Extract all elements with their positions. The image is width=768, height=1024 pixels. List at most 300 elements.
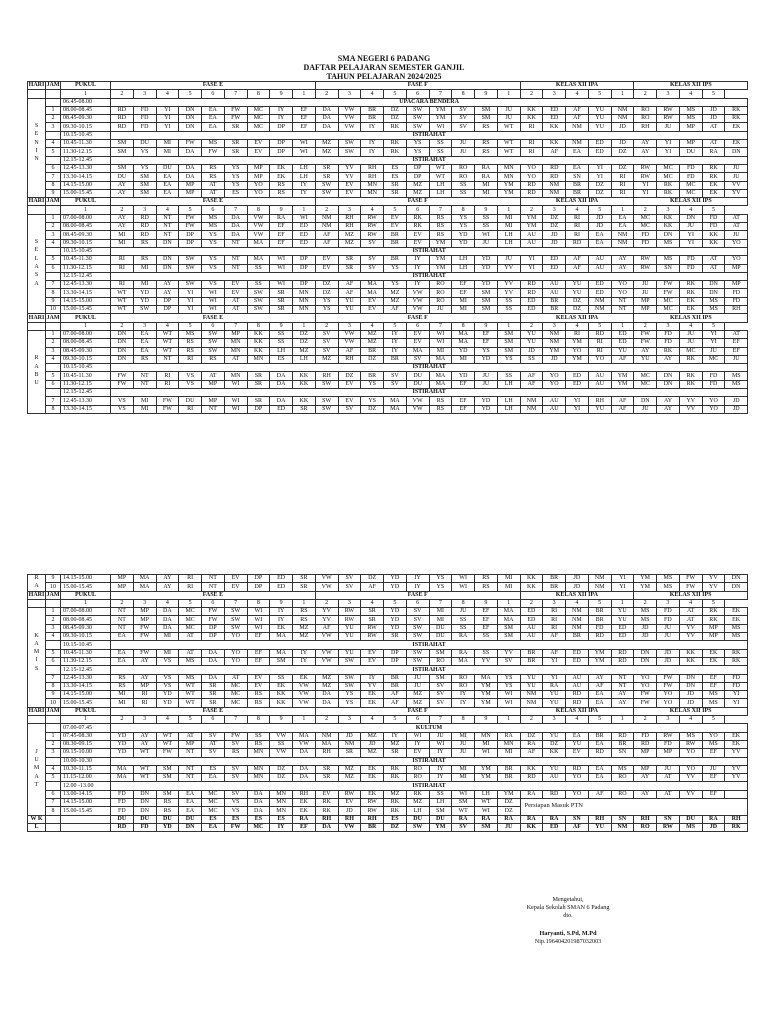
subject-code: AU — [588, 264, 611, 272]
subject-code: AU — [520, 231, 543, 239]
subject-code: MI — [475, 181, 498, 189]
subject-code: YD — [475, 397, 498, 405]
subject-code: YS — [497, 674, 520, 682]
break-label: ISTIRAHAT — [111, 131, 748, 139]
lesson-row — [28, 583, 748, 591]
subject-code: EA — [156, 189, 179, 197]
subject-code: YU — [543, 765, 566, 773]
subject-code: VW — [406, 297, 429, 305]
subject-code: YV — [497, 289, 520, 297]
subject-code: RK — [657, 347, 680, 355]
class-number: 3 — [657, 599, 680, 607]
lesson-row — [28, 164, 748, 172]
subject-code: RS — [270, 181, 293, 189]
subject-code: MN — [247, 749, 270, 757]
empty-cell — [46, 156, 61, 164]
subject-code: AT — [725, 214, 748, 222]
subject-code: VW — [406, 306, 429, 314]
subject-code: JU — [679, 330, 702, 338]
pukul-cell: 07.45-08.30 — [61, 732, 111, 740]
subject-code: RD — [543, 173, 566, 181]
subject-code: LH — [270, 347, 293, 355]
subject-code: VW — [338, 330, 361, 338]
subject-code: MN — [224, 339, 247, 347]
schedule-table-part-1 — [27, 81, 748, 414]
subject-code: YS — [384, 281, 407, 289]
subject-code: EA — [588, 740, 611, 748]
day-letter: A — [28, 281, 46, 289]
footer-code: KK — [520, 823, 543, 831]
lesson-row — [28, 682, 748, 690]
day-letter — [28, 115, 46, 123]
subject-code: ED — [270, 405, 293, 413]
subject-code: RH — [634, 123, 657, 131]
subject-code: KK — [702, 231, 725, 239]
subject-code: RI — [566, 223, 589, 231]
subject-code: EF — [270, 223, 293, 231]
class-number: 1 — [61, 90, 111, 98]
pukul-cell: 12.45-13.30 — [61, 164, 111, 172]
class-number: 2 — [520, 716, 543, 724]
subject-code: DZ — [293, 339, 316, 347]
subject-code: JU — [475, 372, 498, 380]
subject-code: WI — [293, 148, 316, 156]
subject-code: EV — [338, 380, 361, 388]
subject-code: NM — [588, 583, 611, 591]
pukul-cell: 10.00-10.30 — [61, 757, 111, 765]
subject-code: YD — [452, 372, 475, 380]
subject-code: RD — [588, 330, 611, 338]
schedule-table-part-2 — [27, 574, 748, 832]
subject-code: MZ — [293, 347, 316, 355]
subject-code: MS — [657, 256, 680, 264]
footer-code: RA — [475, 815, 498, 823]
header-group: KELAS XII IPS — [634, 591, 748, 599]
day-letter: T — [28, 782, 46, 790]
subject-code: SW — [133, 306, 156, 314]
subject-code: EA — [133, 347, 156, 355]
subject-code: RD — [566, 765, 589, 773]
subject-code: EA — [156, 181, 179, 189]
subject-code: RK — [725, 657, 748, 665]
empty-cell — [46, 716, 61, 724]
subject-code: MI — [111, 699, 134, 707]
footer-code: ES — [384, 815, 407, 823]
subject-code: MN — [270, 790, 293, 798]
prep-note: Persiapan Masuk PTN — [520, 799, 748, 816]
subject-code: SM — [497, 347, 520, 355]
class-number: 6 — [406, 90, 429, 98]
subject-code: JD — [338, 807, 361, 815]
subject-code: YI — [702, 330, 725, 338]
subject-code: YO — [224, 633, 247, 641]
subject-code: NM — [520, 699, 543, 707]
footer-label: W K — [28, 815, 46, 823]
subject-code: RK — [679, 372, 702, 380]
header-hari: HARI — [28, 708, 45, 714]
subject-code: SV — [202, 749, 225, 757]
subject-code: SV — [338, 575, 361, 583]
subject-code: YO — [702, 405, 725, 413]
subject-code: NT — [156, 355, 179, 363]
class-number: 9 — [475, 322, 498, 330]
subject-code: DN — [156, 264, 179, 272]
subject-code: IY — [361, 123, 384, 131]
subject-code: JU — [429, 306, 452, 314]
subject-code: FW — [657, 281, 680, 289]
subject-code: SM — [429, 649, 452, 657]
subject-code: EV — [338, 189, 361, 197]
subject-code: EA — [111, 633, 134, 641]
subject-code: EA — [566, 732, 589, 740]
class-number: 9 — [475, 716, 498, 724]
subject-code: YV — [497, 649, 520, 657]
pukul-cell: 09.30-10.15 — [61, 239, 111, 247]
subject-code: SV — [384, 372, 407, 380]
subject-code: EK — [361, 790, 384, 798]
class-number: 6 — [202, 322, 225, 330]
subject-code: EA — [111, 649, 134, 657]
subject-code: DN — [634, 649, 657, 657]
subject-code: MN — [497, 740, 520, 748]
pukul-cell: 13.30-14.15 — [61, 682, 111, 690]
subject-code: MP — [179, 189, 202, 197]
subject-code: FW — [679, 583, 702, 591]
day-letter — [28, 691, 46, 699]
class-number: 2 — [315, 716, 338, 724]
pukul-cell: 07.00-08.00 — [61, 330, 111, 338]
subject-code: MN — [270, 807, 293, 815]
subject-code: FD — [657, 330, 680, 338]
class-number: 5 — [588, 206, 611, 214]
subject-code: NM — [315, 223, 338, 231]
subject-code: AF — [588, 790, 611, 798]
footer-code: DU — [133, 815, 156, 823]
class-number: 6 — [406, 206, 429, 214]
header-group: KELAS XII IPS — [634, 198, 748, 206]
break-row — [28, 98, 748, 106]
subject-code: YS — [452, 223, 475, 231]
subject-code: YD — [384, 608, 407, 616]
subject-code: EA — [202, 106, 225, 114]
subject-code: WI — [429, 740, 452, 748]
subject-code: EA — [179, 799, 202, 807]
subject-code: DP — [384, 649, 407, 657]
subject-code: RK — [679, 281, 702, 289]
pukul-cell: 12.45-13.30 — [61, 674, 111, 682]
subject-code: SS — [270, 674, 293, 682]
header-group: FASE E — [111, 591, 316, 599]
subject-code: EV — [224, 583, 247, 591]
subject-code: MZ — [315, 674, 338, 682]
empty-cell — [46, 98, 61, 106]
subject-code: ES — [270, 355, 293, 363]
footer-code: DU — [179, 815, 202, 823]
subject-code: ED — [293, 231, 316, 239]
lesson-row — [28, 799, 748, 807]
subject-code: YD — [384, 624, 407, 632]
subject-code: LH — [293, 355, 316, 363]
subject-code: DA — [247, 799, 270, 807]
subject-code: RW — [679, 740, 702, 748]
subject-code: MC — [657, 164, 680, 172]
subject-code: EA — [202, 123, 225, 131]
subject-code: BR — [543, 575, 566, 583]
subject-code: YO — [224, 657, 247, 665]
subject-code: FD — [679, 173, 702, 181]
subject-code: JU — [725, 231, 748, 239]
header-group: KELAS XII IPA — [520, 82, 634, 90]
subject-code: ED — [293, 223, 316, 231]
subject-code: SV — [315, 347, 338, 355]
subject-code: SW — [315, 189, 338, 197]
header-row — [28, 198, 748, 206]
subject-code: NM — [315, 732, 338, 740]
subject-code: MS — [702, 306, 725, 314]
pukul-cell: 08.45-09.30 — [61, 347, 111, 355]
pukul-cell: 14.15-15.00 — [61, 691, 111, 699]
header-group: KELAS XII IPA — [520, 707, 634, 715]
subject-code: WI — [224, 397, 247, 405]
pukul-cell: 12.15-12.45 — [61, 272, 111, 280]
subject-code: YV — [497, 264, 520, 272]
subject-code: MN — [497, 173, 520, 181]
subject-code: AF — [338, 281, 361, 289]
subject-code: MI — [156, 633, 179, 641]
subject-code: JD — [702, 115, 725, 123]
subject-code: RH — [338, 223, 361, 231]
subject-code: MA — [384, 397, 407, 405]
subject-code: WI — [429, 339, 452, 347]
subject-code: JD — [543, 239, 566, 247]
day-letter: U — [28, 757, 46, 765]
pukul-cell: 08.45-09.30 — [61, 231, 111, 239]
subject-code: MS — [657, 239, 680, 247]
subject-code: DA — [179, 173, 202, 181]
subject-code: IY — [293, 649, 316, 657]
pukul-cell: 12.15-12.45 — [61, 156, 111, 164]
subject-code: ED — [566, 380, 589, 388]
subject-code: FW — [224, 732, 247, 740]
subject-code: AY — [133, 674, 156, 682]
subject-code: SV — [452, 123, 475, 131]
class-number: 8 — [452, 322, 475, 330]
day-letter — [28, 724, 46, 732]
subject-code: EF — [702, 674, 725, 682]
jam-cell: 8 — [46, 405, 61, 413]
subject-code: DA — [202, 657, 225, 665]
empty-cell — [46, 364, 61, 372]
footer-code: DZ — [384, 823, 407, 831]
subject-code: SW — [247, 289, 270, 297]
subject-code: RA — [702, 148, 725, 156]
lesson-row — [28, 181, 748, 189]
subject-code: DZ — [293, 330, 316, 338]
subject-code: EK — [293, 674, 316, 682]
header-row — [28, 314, 748, 322]
subject-code: YO — [657, 691, 680, 699]
subject-code: IY — [384, 732, 407, 740]
class-number: 8 — [247, 90, 270, 98]
footer-code: IY — [270, 823, 293, 831]
subject-code: MZ — [406, 181, 429, 189]
class-number: 2 — [315, 90, 338, 98]
subject-code: YU — [338, 624, 361, 632]
subject-code: RW — [361, 807, 384, 815]
subject-code: SR — [384, 749, 407, 757]
subject-code: JU — [429, 732, 452, 740]
subject-code: MP — [634, 306, 657, 314]
subject-code: SR — [384, 189, 407, 197]
subject-code: JD — [611, 123, 634, 131]
subject-code: MI — [475, 740, 498, 748]
subject-code: AY — [657, 405, 680, 413]
subject-code: YM — [429, 106, 452, 114]
subject-code: RS — [156, 799, 179, 807]
footer-code: RA — [497, 815, 520, 823]
jam-cell: 2 — [46, 616, 61, 624]
day-letter — [28, 189, 46, 197]
subject-code: KK — [657, 223, 680, 231]
lesson-row — [28, 347, 748, 355]
subject-code: MS — [179, 674, 202, 682]
header-group: FASE E — [111, 198, 316, 206]
subject-code: RW — [361, 231, 384, 239]
subject-code: MN — [224, 347, 247, 355]
subject-code: NT — [179, 749, 202, 757]
subject-code: AU — [566, 682, 589, 690]
subject-code: WI — [475, 231, 498, 239]
subject-code: JD — [702, 106, 725, 114]
subject-code: LH — [293, 173, 316, 181]
subject-code: MZ — [338, 774, 361, 782]
subject-code: DZ — [361, 355, 384, 363]
subject-code: JU — [679, 339, 702, 347]
subject-code: SM — [133, 181, 156, 189]
day-letter — [28, 173, 46, 181]
footer-code: FD — [133, 823, 156, 831]
subject-code: BR — [384, 674, 407, 682]
subject-code: RI — [543, 608, 566, 616]
subject-code: VS — [156, 657, 179, 665]
subject-code: KK — [657, 214, 680, 222]
subject-code: MZ — [315, 682, 338, 690]
pukul-cell: 10.45-11.30 — [61, 256, 111, 264]
jam-cell: 6 — [46, 657, 61, 665]
subject-code: FD — [702, 372, 725, 380]
pukul-cell: 10.45-11.30 — [61, 649, 111, 657]
day-letter — [28, 181, 46, 189]
subject-code: SM — [452, 799, 475, 807]
day-letter — [28, 164, 46, 172]
signature-acknowledged: Mengetahui, — [552, 896, 584, 903]
subject-code: WT — [133, 765, 156, 773]
class-number: 7 — [224, 322, 247, 330]
subject-code: FW — [133, 624, 156, 632]
subject-code: RA — [452, 649, 475, 657]
subject-code: VS — [224, 799, 247, 807]
subject-code: FW — [179, 214, 202, 222]
subject-code: WI — [497, 691, 520, 699]
subject-code: AY — [156, 281, 179, 289]
subject-code: SS — [247, 281, 270, 289]
subject-code: AT — [202, 181, 225, 189]
subject-code: RH — [293, 790, 316, 798]
subject-code: NM — [315, 214, 338, 222]
pukul-cell: 12.00 -13.00 — [61, 782, 111, 790]
day-letter — [28, 214, 46, 222]
subject-code: LH — [497, 405, 520, 413]
subject-code: ED — [588, 148, 611, 156]
subject-code: MP — [202, 397, 225, 405]
subject-code: NM — [588, 306, 611, 314]
class-number: 7 — [224, 716, 247, 724]
subject-code: YM — [611, 380, 634, 388]
subject-code: YU — [543, 732, 566, 740]
subject-code: EA — [588, 239, 611, 247]
subject-code: YI — [566, 405, 589, 413]
header-pukul: PUKUL — [61, 707, 111, 715]
subject-code: DZ — [361, 405, 384, 413]
subject-code: VS — [111, 405, 134, 413]
header-hari: HARI — [28, 198, 45, 205]
class-number: 3 — [543, 206, 566, 214]
subject-code: YO — [725, 256, 748, 264]
subject-code: YI — [725, 699, 748, 707]
subject-code: YS — [406, 148, 429, 156]
break-label: UPACARA BENDERA — [111, 98, 748, 106]
subject-code: SS — [270, 330, 293, 338]
subject-code: RD — [543, 790, 566, 798]
header-jam: JAM — [46, 591, 60, 598]
jam-cell: 4 — [46, 765, 61, 773]
subject-code: RS — [133, 355, 156, 363]
lesson-row — [28, 674, 748, 682]
subject-code: DN — [133, 807, 156, 815]
subject-code: MA — [247, 256, 270, 264]
subject-code: EV — [406, 330, 429, 338]
subject-code: DP — [247, 405, 270, 413]
subject-code: WT — [497, 140, 520, 148]
subject-code: LH — [452, 264, 475, 272]
header-pukul: PUKUL — [61, 591, 111, 599]
subject-code: IY — [270, 608, 293, 616]
subject-code: ED — [588, 140, 611, 148]
subject-code: RO — [611, 774, 634, 782]
subject-code: BR — [611, 740, 634, 748]
subject-code: AY — [111, 181, 134, 189]
subject-code: YV — [679, 790, 702, 798]
subject-code: WI — [270, 281, 293, 289]
subject-code: EA — [566, 164, 589, 172]
subject-code: MC — [224, 682, 247, 690]
subject-code: NM — [566, 616, 589, 624]
subject-code: NT — [111, 616, 134, 624]
subject-code: RS — [156, 807, 179, 815]
day-letter: L — [28, 256, 46, 264]
class-number: 4 — [361, 206, 384, 214]
subject-code: WI — [452, 575, 475, 583]
subject-code: IY — [270, 616, 293, 624]
subject-code: AT — [224, 306, 247, 314]
class-number: 7 — [429, 322, 452, 330]
lesson-row — [28, 649, 748, 657]
subject-code: SW — [338, 674, 361, 682]
subject-code: EV — [224, 289, 247, 297]
subject-code: MI — [452, 306, 475, 314]
break-label: ISTIRAHAT — [111, 641, 748, 649]
jam-cell: 1 — [46, 732, 61, 740]
